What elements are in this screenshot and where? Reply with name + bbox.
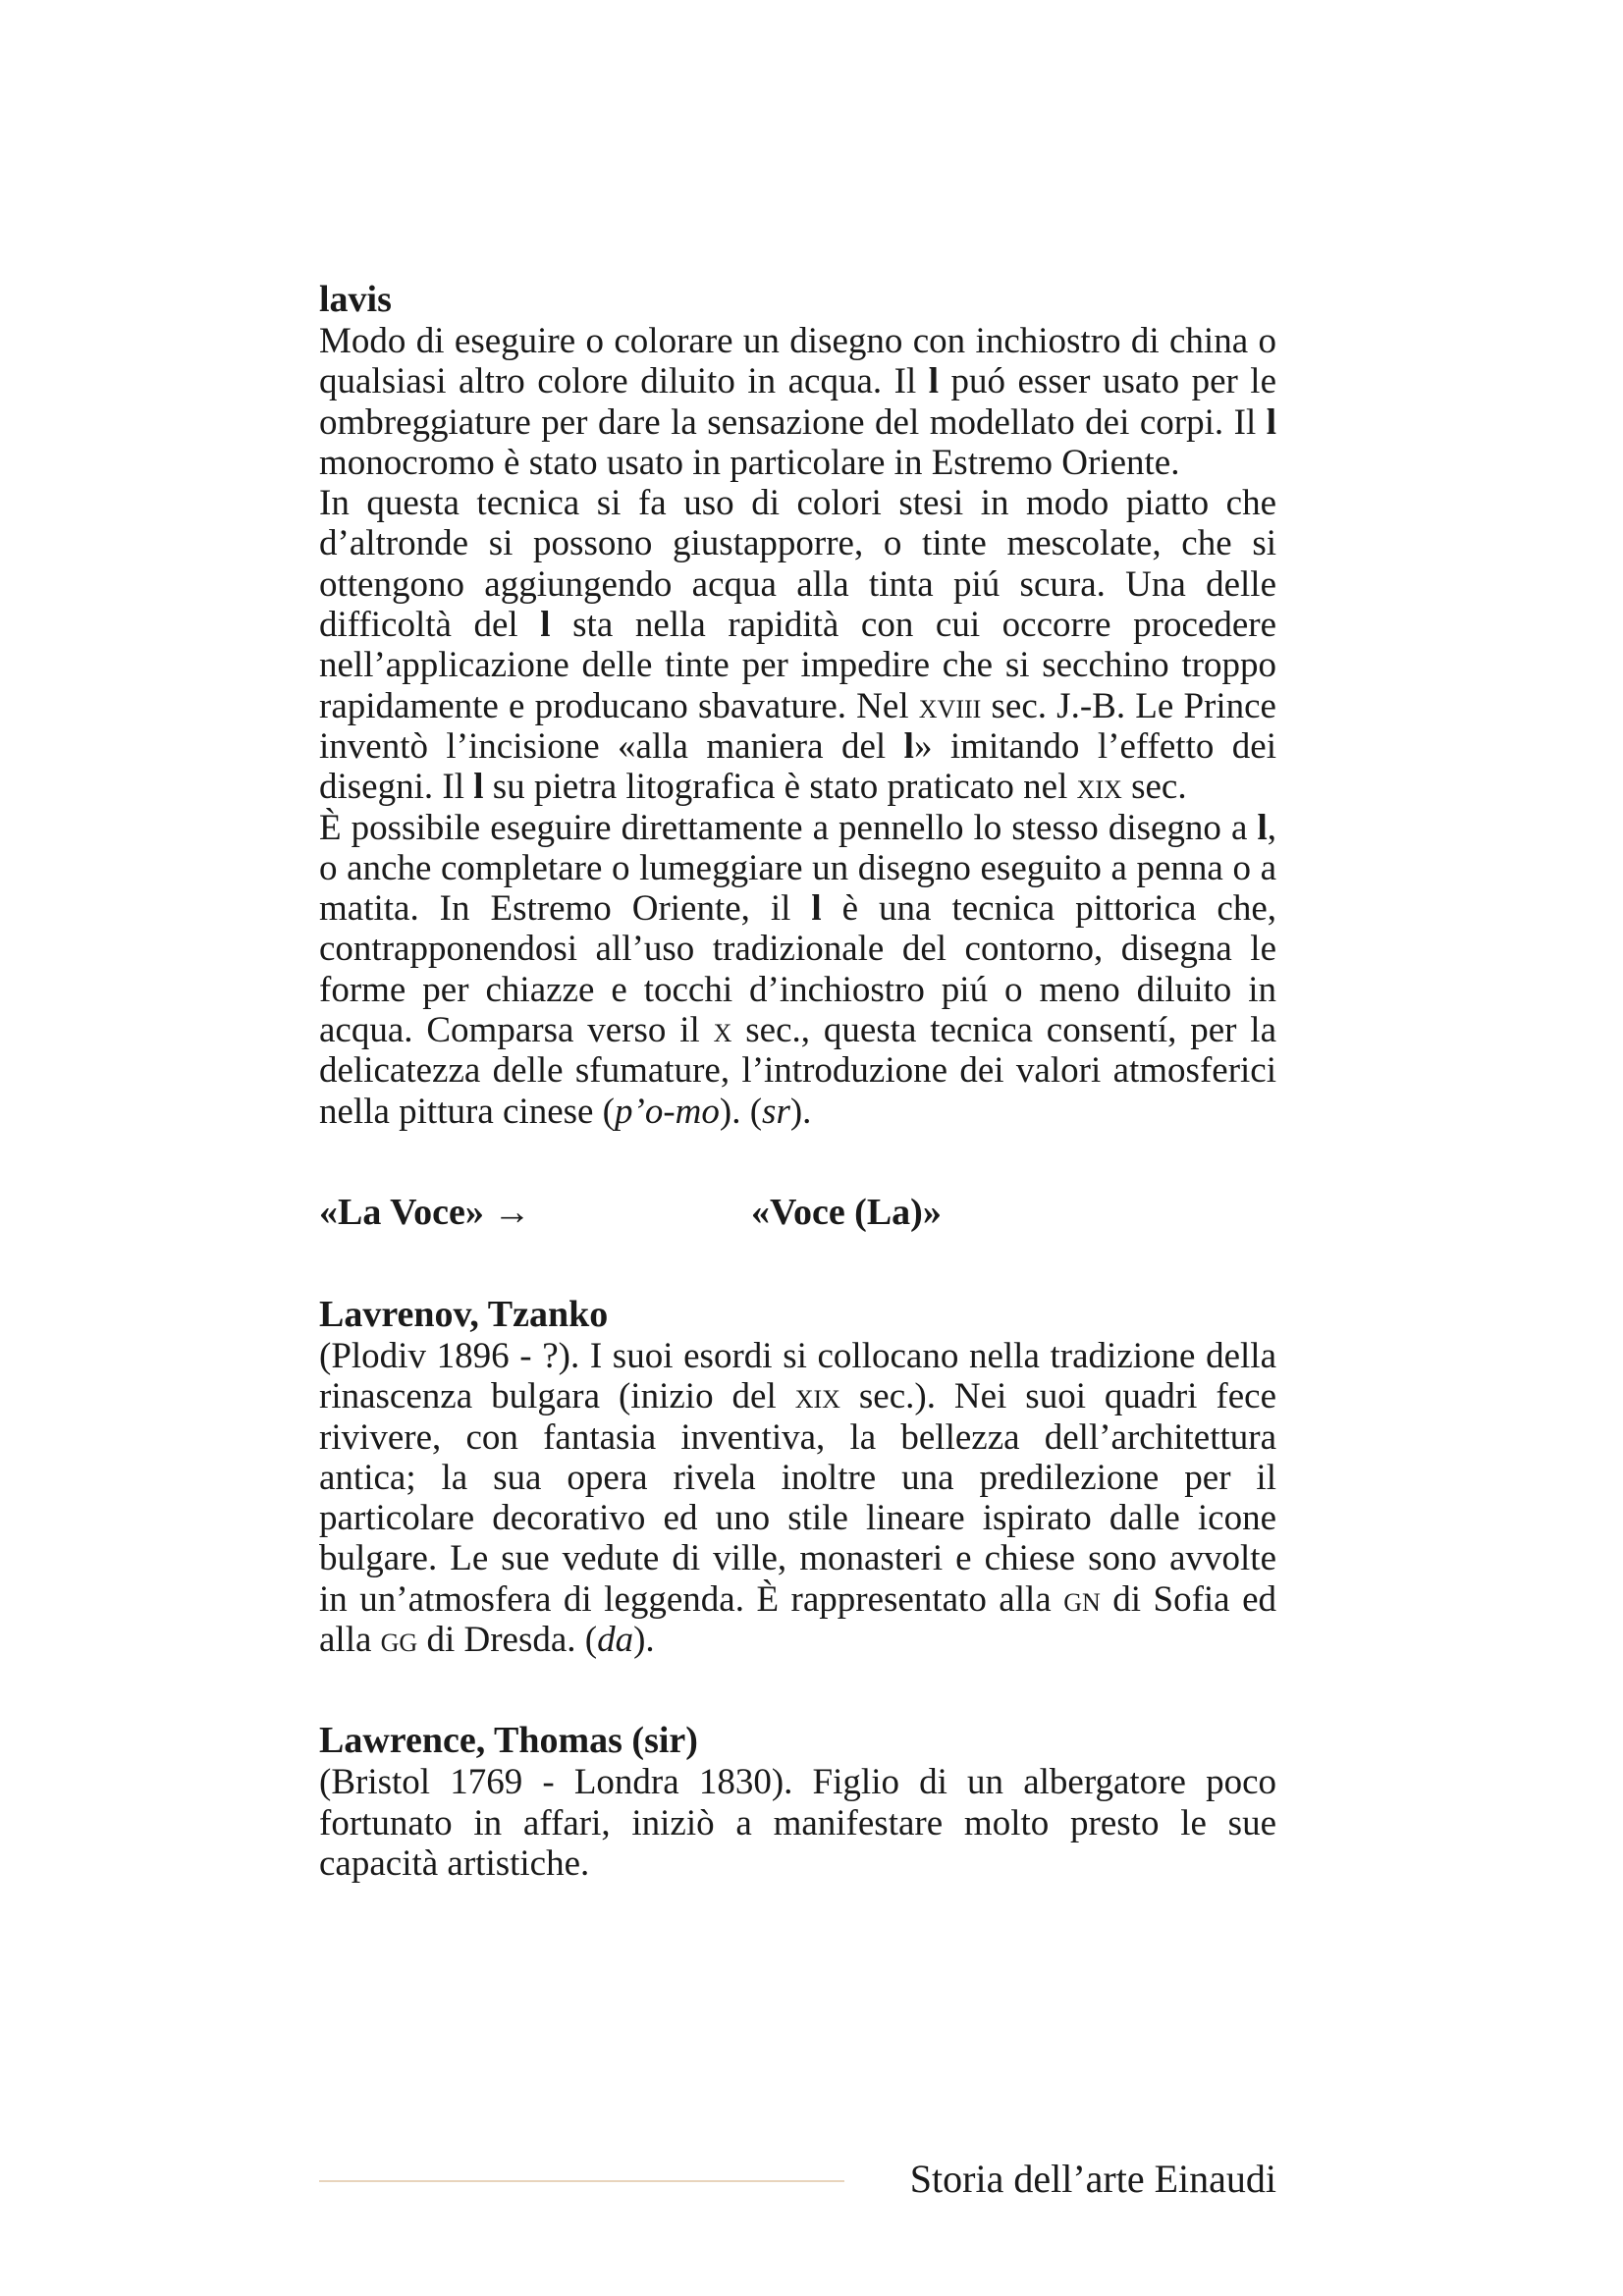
entry-paragraph <box>319 483 1276 807</box>
text-run: È possibile eseguire direttamente a pennello lo stesso disegno a <box>319 807 1258 848</box>
entry-paragraph <box>319 808 1276 1132</box>
entry-title: lavis <box>319 279 392 320</box>
dictionary-entry <box>319 1293 1276 1660</box>
text-run: p’o-mo <box>615 1091 720 1132</box>
text-run: ). ( <box>719 1091 763 1132</box>
text-run: ). <box>789 1091 812 1132</box>
text-run: » imitando l’effetto dei disegni. Il <box>319 725 1276 808</box>
cross-reference <box>319 1191 1276 1234</box>
text-run: l <box>1257 807 1268 848</box>
text-run: sr <box>762 1091 790 1132</box>
text-run: di Sofia ed alla <box>319 1578 1277 1661</box>
text-run: sta nella rapidità con cui occorre procedere nell’applicazione delle tinte per impedire che si secchino troppo rapidamente e producano sbavature. Nel <box>319 605 1276 726</box>
dictionary-entry <box>319 278 1276 1132</box>
entry-title: Lavrenov, Tzanko <box>319 1293 609 1335</box>
text-run: l <box>928 361 940 402</box>
text-run: (Plodiv 1896 - ?). I suoi esordi si collocano nella tradizione della rinascenza bulgara (inizio del <box>319 1335 1276 1417</box>
text-run: In questa tecnica si fa uso di colori stesi in modo piatto che d’altronde si possono giustapporre, o tinte mescolate, che si ottengono aggiungendo acqua alla tinta piú scura. Una delle difficoltà del <box>319 483 1276 646</box>
text-run: l <box>903 725 914 767</box>
text-run: l <box>473 767 484 808</box>
text-run: da <box>597 1620 634 1661</box>
entries-group-a <box>319 278 1276 1132</box>
entry-paragraph <box>319 1336 1276 1660</box>
text-run: (Bristol 1769 - Londra 1830). Figlio di un albergatore poco fortunato in affari, iniziò a manifestare molto presto le sue capacità artistiche. <box>319 1762 1276 1884</box>
dictionary-entry <box>319 1719 1276 1884</box>
entry-paragraph <box>319 1762 1276 1884</box>
text-run: x <box>713 1010 732 1051</box>
footer-rule <box>319 2180 844 2182</box>
page-content <box>319 278 1276 1943</box>
text-run: gg <box>380 1620 418 1661</box>
text-run: ). <box>633 1620 655 1661</box>
text-run: sec. <box>1121 767 1187 808</box>
text-run: sec. J.-B. Le Prince inventò l’incisione «alla maniera del <box>319 685 1276 767</box>
text-run: sec.). Nei suoi quadri fece rivivere, con fantasia inventiva, la bellezza dell’architettura antica; la sua opera rivela inoltre una predilezione per il particolare decorativo ed uno stile lineare ispirato dalle icone bulgare. Le sue vedute di ville, monasteri e chiese sono avvolte in un’atmosfera di leggenda. È rappresentato alla <box>319 1376 1277 1620</box>
text-run: xix <box>1076 767 1122 808</box>
text-run: su pietra litografica è stato praticato nel <box>483 767 1077 808</box>
text-run: xix <box>794 1376 840 1417</box>
text-run: di Dresda. ( <box>417 1620 598 1661</box>
text-run: , o anche completare o lumeggiare un disegno eseguito a penna o a matita. In Estremo Oriente, il <box>319 807 1276 930</box>
entry-paragraph <box>319 321 1276 483</box>
text-run: sec., questa tecnica consentí, per la delicatezza delle sfumature, l’introduzione dei valori atmosferici nella pittura cinese ( <box>319 1010 1276 1132</box>
entries-group-b <box>319 1293 1276 1884</box>
text-run: monocromo è stato usato in particolare in Estremo Oriente. <box>319 442 1180 483</box>
text-run: gn <box>1063 1578 1101 1620</box>
text-run: l <box>811 888 822 930</box>
entry-title: Lawrence, Thomas (sir) <box>319 1720 698 1762</box>
text-run: Modo di eseguire o colorare un disegno con inchiostro di china o qualsiasi altro colore diluito in acqua. Il <box>319 321 1276 402</box>
text-run: l <box>540 605 551 646</box>
text-run: è una tecnica pittorica che, contrapponendosi all’uso tradizionale del contorno, disegna le forme per chiazze e tocchi d’inchiostro piú o meno diluito in acqua. Comparsa verso il <box>319 888 1276 1051</box>
cross-reference-to: «Voce (La)» <box>751 1191 942 1233</box>
text-run: puó esser usato per le ombreggiature per dare la sensazione del modellato dei corpi. Il <box>319 361 1277 443</box>
text-run: xviii <box>918 685 982 726</box>
page-footer <box>319 2150 1276 2209</box>
text-run: l <box>1266 401 1276 443</box>
footer-label: Storia dell’arte Einaudi <box>909 2157 1276 2201</box>
cross-reference-from: «La Voce» → <box>319 1191 531 1233</box>
